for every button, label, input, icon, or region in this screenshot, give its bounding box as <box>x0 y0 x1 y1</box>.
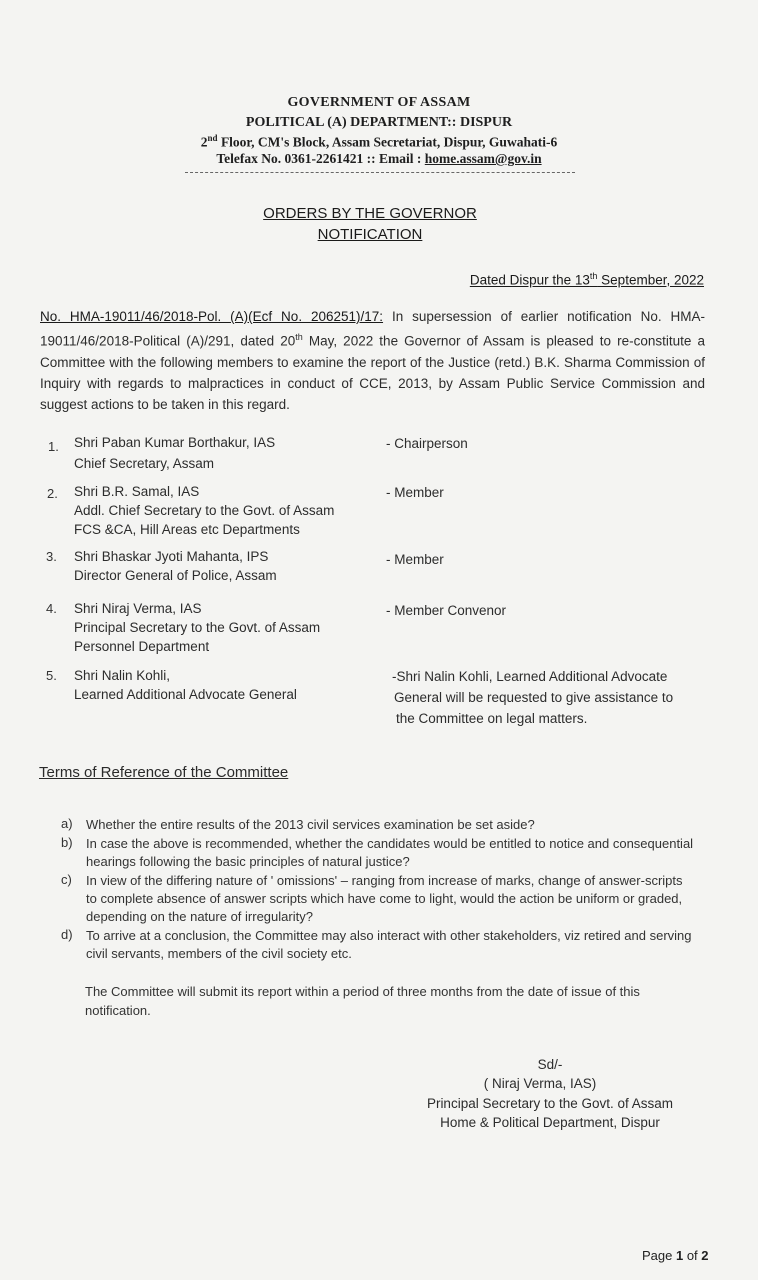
signature-name: ( Niraj Verma, IAS) <box>483 1076 597 1091</box>
term-item: Whether the entire results of the 2013 civil services examination be set aside? <box>86 817 535 832</box>
header-divider <box>185 172 575 173</box>
notification-body: No. HMA-19011/46/2018-Pol. (A)(Ecf No. 206251)/17: In supersession of earlier notification No. HMA-19011/46/2018-Political (A)/291, dated 20th May, 2022 the Governor of Assam is pleased to re-constitute a Committee with the following members to examine the report of the Justice (retd.) B.K. Sharma Commission of Inquiry with regards to malpractices in conduct of CCE, 2013, by Assam Public Service Commission and suggest actions to be taken in this regard. <box>40 309 706 412</box>
header-government: GOVERNMENT OF ASSAM <box>287 95 471 110</box>
term-item: In case the above is recommended, whether the candidates would be entitled to notice and consequential hearings following the basic principles of natural justice? <box>86 836 694 869</box>
term-label: c) <box>61 872 72 887</box>
email-link[interactable]: home.assam@gov.in <box>424 151 542 166</box>
term-label: a) <box>61 816 73 831</box>
term-label: b) <box>61 835 73 850</box>
term-label: d) <box>61 927 73 942</box>
signature-title: Principal Secretary to the Govt. of Assam <box>426 1096 674 1111</box>
member-number: 4. <box>46 601 57 616</box>
member-number: 1. <box>48 439 59 454</box>
member-role: - Member Convenor <box>386 603 507 618</box>
orders-title: ORDERS BY THE GOVERNOR <box>263 205 477 222</box>
closing-paragraph: The Committee will submit its report within a period of three months from the date of issue of this notification. <box>85 984 640 1018</box>
member-number: 3. <box>46 549 57 564</box>
member-role: -Shri Nalin Kohli, Learned Additional Advocate General will be requested to give assistance to the Committee on legal matters. <box>392 669 674 726</box>
terms-heading: Terms of Reference of the Committee <box>39 764 289 781</box>
notification-title: NOTIFICATION <box>317 226 423 243</box>
member-role: - Chairperson <box>386 436 468 451</box>
header-address: 2nd Floor, CM's Block, Assam Secretariat, Dispur, Guwahati-6 <box>200 133 558 150</box>
member-role: - Member <box>386 552 444 567</box>
member-item: Shri Bhaskar Jyoti Mahanta, IPS Director General of Police, Assam <box>74 549 277 583</box>
member-role: - Member <box>386 485 444 500</box>
member-number: 5. <box>46 668 57 683</box>
member-item: Shri B.R. Samal, IAS Addl. Chief Secretary to the Govt. of Assam FCS &CA, Hill Areas etc Departments <box>74 484 335 537</box>
member-item: Shri Nalin Kohli, Learned Additional Advocate General <box>74 668 297 702</box>
member-item: Shri Paban Kumar Borthakur, IAS Chief Secretary, Assam <box>74 435 276 471</box>
term-item: To arrive at a conclusion, the Committee may also interact with other stakeholders, viz retired and serving civil servants, members of the civil society etc. <box>86 928 692 961</box>
header-department: POLITICAL (A) DEPARTMENT:: DISPUR <box>245 115 513 130</box>
page-number: Page 1 of 2 <box>642 1248 709 1263</box>
signature-sd: Sd/- <box>537 1057 563 1072</box>
header-telefax: Telefax No. 0361-2261421 :: Email : home.assam@gov.in <box>216 151 542 166</box>
term-item: In view of the differing nature of ' omissions' – ranging from increase of marks, change of answer-scripts to complete absence of answer scripts which have come to light, would the action be uniform or graded, depending on the nature of irregularity? <box>86 873 683 924</box>
member-item: Shri Niraj Verma, IAS Principal Secretary to the Govt. of Assam Personnel Department <box>74 601 321 654</box>
dated-line: Dated Dispur the 13th September, 2022 <box>469 271 704 288</box>
signature-department: Home & Political Department, Dispur <box>440 1115 660 1130</box>
reference-number: No. HMA-19011/46/2018-Pol. (A)(Ecf No. 206251)/17: <box>40 309 384 324</box>
member-number: 2. <box>47 486 58 501</box>
